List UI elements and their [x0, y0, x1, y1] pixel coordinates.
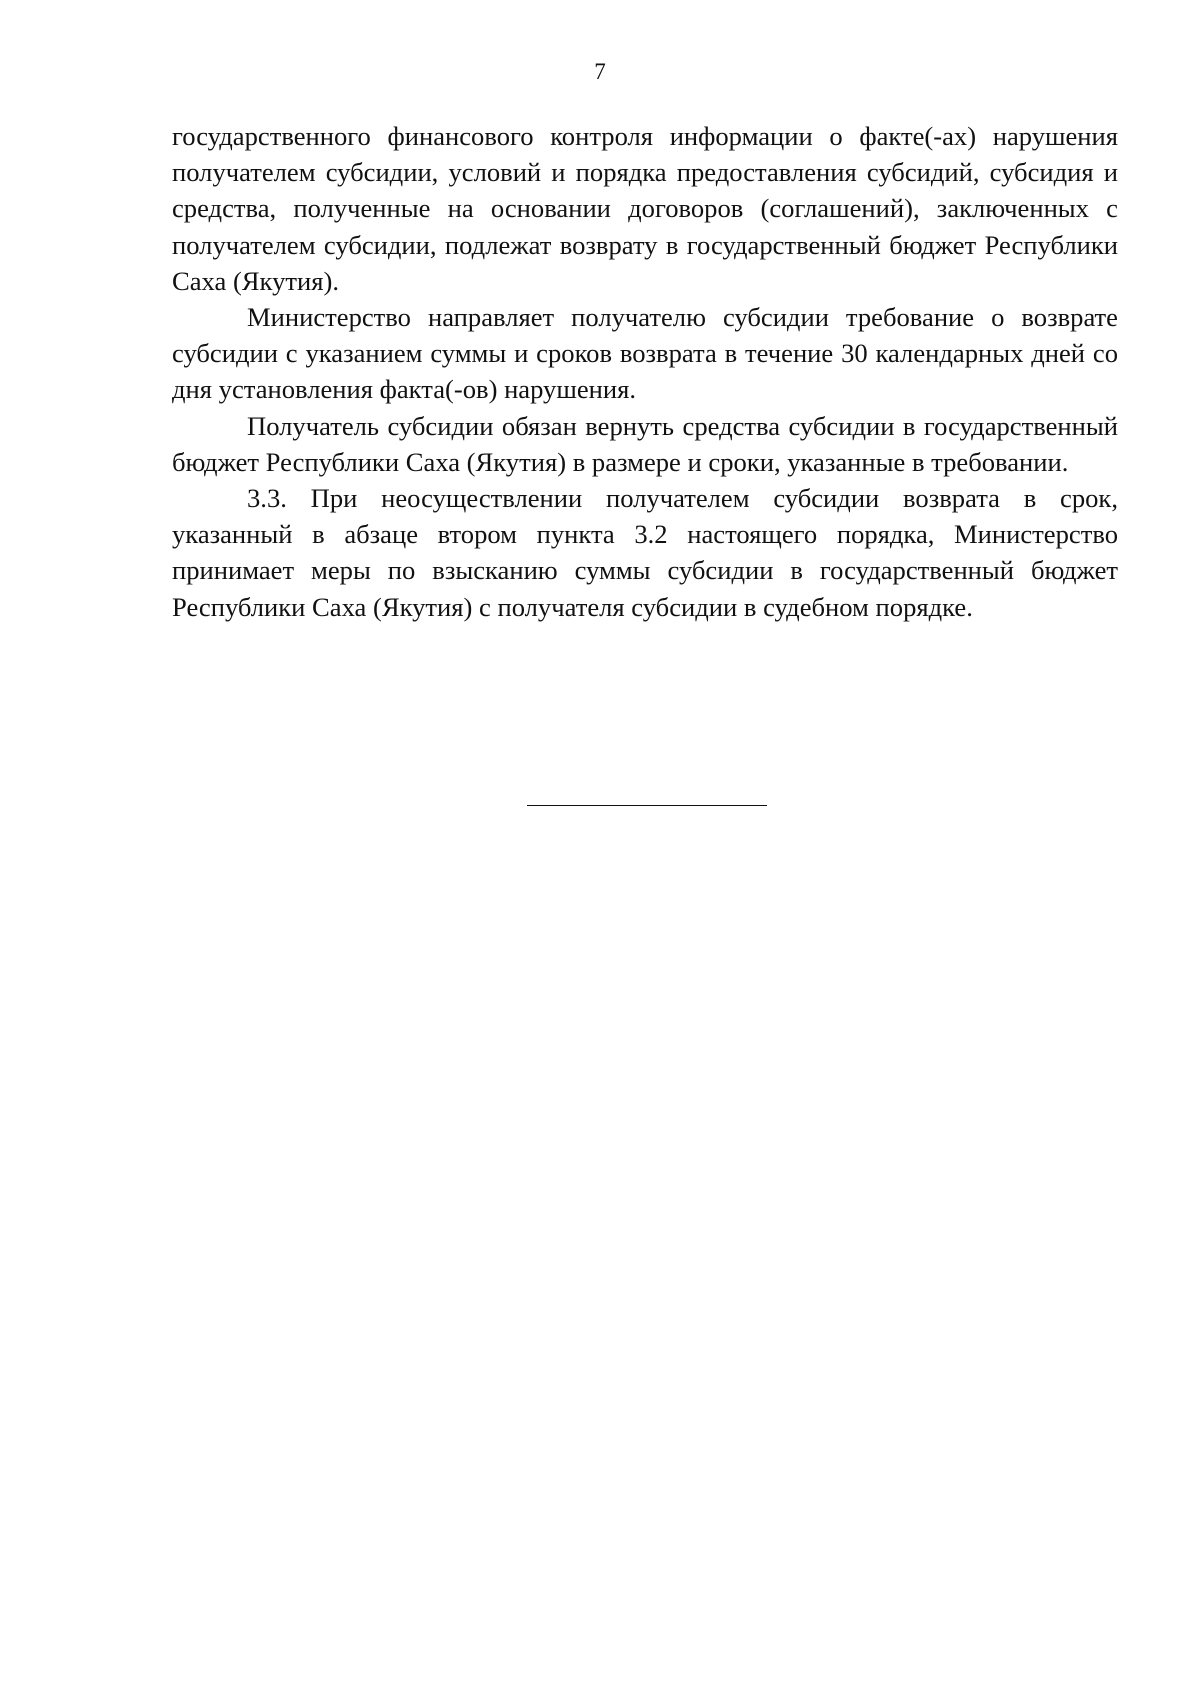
paragraph-recipient-obligation: Получатель субсидии обязан вернуть средства субсидии в государственный бюджет Республики Саха (Якутия) в размере и сроки, указанные в требовании. [172, 410, 1118, 477]
paragraph-continuation: государственного финансового контроля информации о факте(-ах) нарушения получателем субсидии, условий и порядка предоставления субсидий, субсидия и средства, полученные на основании договоров (соглашений), заключенных с получателем субсидии, подлежат возврату в государственный бюджет Республики Саха (Якутия). [172, 121, 1118, 296]
paragraph-ministry-demand: Министерство направляет получателю субсидии требование о возврате субсидии с указанием суммы и сроков возврата в течение 30 календарных дней со дня установления факта(-ов) нарушения. [172, 302, 1118, 405]
end-separator-line [527, 805, 767, 806]
paragraph-3-3: 3.3. При неосуществлении получателем субсидии возврата в срок, указанный в абзаце втором пункта 3.2 настоящего порядка, Министерство принимает меры по взысканию суммы субсидии в государственный бюджет Республики Саха (Якутия) с получателя субсидии в судебном порядке. [172, 483, 1118, 622]
document-body [172, 118, 1118, 625]
page-number: 7 [594, 59, 606, 84]
